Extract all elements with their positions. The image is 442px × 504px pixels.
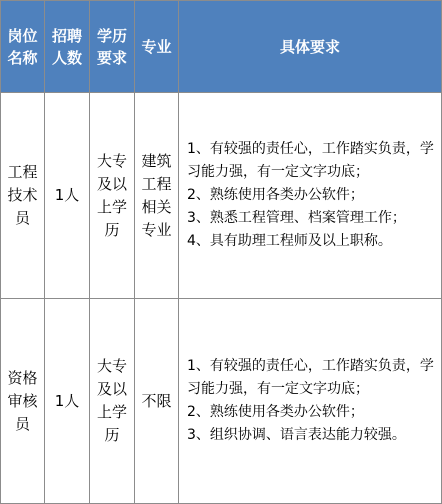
table-header: [1, 1, 442, 93]
cell-education: [90, 93, 135, 299]
table-body: [1, 93, 442, 504]
cell-position: [1, 299, 45, 504]
requirement-item: 4、具有助理工程师及以上职称。: [187, 233, 392, 249]
cell-major: [135, 299, 179, 504]
table-row: [1, 299, 442, 504]
major-text: 不限: [141, 391, 172, 410]
header-count-label: 招聘人数: [51, 26, 82, 67]
position-text: 工程技术员: [7, 163, 38, 227]
education-text: 大专及以上学历: [96, 151, 127, 239]
header-count: [45, 1, 90, 93]
requirement-item: 2、熟练使用各类办公软件；: [187, 187, 364, 203]
header-position: [1, 1, 45, 93]
position-text: 资格审核员: [7, 368, 38, 433]
requirement-item: 2、熟练使用各类办公软件；: [187, 404, 364, 420]
count-text: 1人: [54, 186, 80, 204]
count-text: 1人: [54, 391, 80, 410]
header-education-label: 学历要求: [96, 26, 127, 67]
header-major: [135, 1, 179, 93]
requirement-item: 3、组织协调、语言表达能力较强。: [187, 427, 406, 443]
requirement-item: 3、熟悉工程管理、档案管理工作；: [187, 210, 406, 226]
cell-count: [45, 299, 90, 504]
requirements-list: [179, 138, 441, 253]
header-requirements: [179, 1, 442, 93]
major-text: 建筑工程相关专业: [141, 151, 172, 239]
cell-major: [135, 93, 179, 299]
header-major-label: 专业: [141, 37, 172, 56]
header-row: [1, 1, 442, 93]
cell-count: [45, 93, 90, 299]
cell-education: [90, 299, 135, 504]
cell-requirements: [179, 93, 442, 299]
header-position-label: 岗位名称: [7, 26, 38, 67]
cell-requirements: [179, 299, 442, 504]
header-education: [90, 1, 135, 93]
requirement-item: 1、有较强的责任心，工作踏实负责，学习能力强，有一定文字功底；: [187, 141, 434, 180]
cell-position: [1, 93, 45, 299]
requirement-item: 1、有较强的责任心，工作踏实负责，学习能力强，有一定文字功底；: [187, 358, 434, 397]
table-row: [1, 93, 442, 299]
education-text: 大专及以上学历: [96, 357, 127, 444]
header-requirements-label: 具体要求: [279, 37, 340, 56]
requirements-list: [179, 355, 441, 447]
